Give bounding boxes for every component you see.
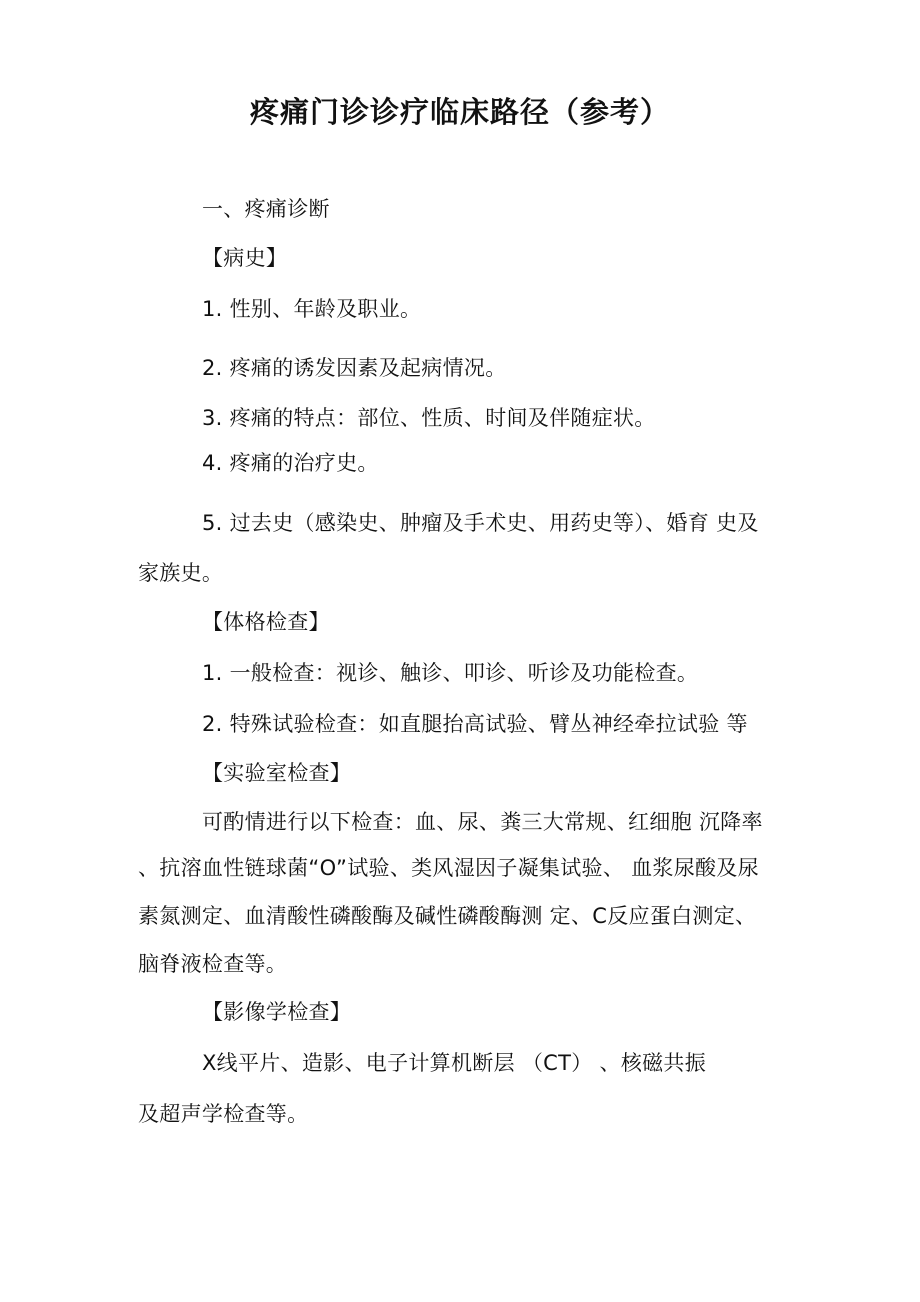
subheading-imaging-exam: 【影像学检查】: [202, 1000, 352, 1024]
subheading-physical-exam: 【体格检查】: [202, 610, 330, 634]
imaging-exam-line-2: 及超声学检查等。: [138, 1102, 309, 1126]
lab-exam-line-4: 脑脊液检查等。: [138, 952, 288, 976]
imaging-exam-line-1: X线平片、造影、电子计算机断层 （CT） 、核磁共振: [202, 1051, 707, 1075]
subheading-history: 【病史】: [202, 246, 288, 270]
history-item-5-continued: 家族史。: [138, 561, 224, 585]
lab-exam-line-1: 可酌情进行以下检查：血、尿、粪三大常规、红细胞 沉降率: [202, 810, 763, 834]
history-item-1: 1. 性别、年龄及职业。: [202, 297, 422, 321]
physical-exam-item-1: 1. 一般检查：视诊、触诊、叩诊、听诊及功能检查。: [202, 661, 699, 685]
history-item-2: 2. 疼痛的诱发因素及起病情况。: [202, 356, 507, 380]
history-item-5: 5. 过去史（感染史、肿瘤及手术史、用药史等）、婚育 史及: [202, 511, 759, 535]
section-heading-diagnosis: 一、疼痛诊断: [202, 197, 330, 221]
lab-exam-line-3: 素氮测定、血清酸性磷酸酶及碱性磷酸酶测 定、C反应蛋白测定、: [138, 904, 757, 928]
lab-exam-line-2: 、抗溶血性链球菌“O”试验、类风湿因子凝集试验、 血浆尿酸及尿: [138, 856, 759, 880]
history-item-4: 4. 疼痛的治疗史。: [202, 451, 379, 475]
physical-exam-item-2: 2. 特殊试验检查：如直腿抬高试验、臂丛神经牵拉试验 等: [202, 712, 748, 736]
history-item-3: 3. 疼痛的特点：部位、性质、时间及伴随症状。: [202, 406, 656, 430]
subheading-lab-exam: 【实验室检查】: [202, 761, 352, 785]
page-title: 疼痛门诊诊疗临床路径（参考）: [249, 95, 670, 129]
